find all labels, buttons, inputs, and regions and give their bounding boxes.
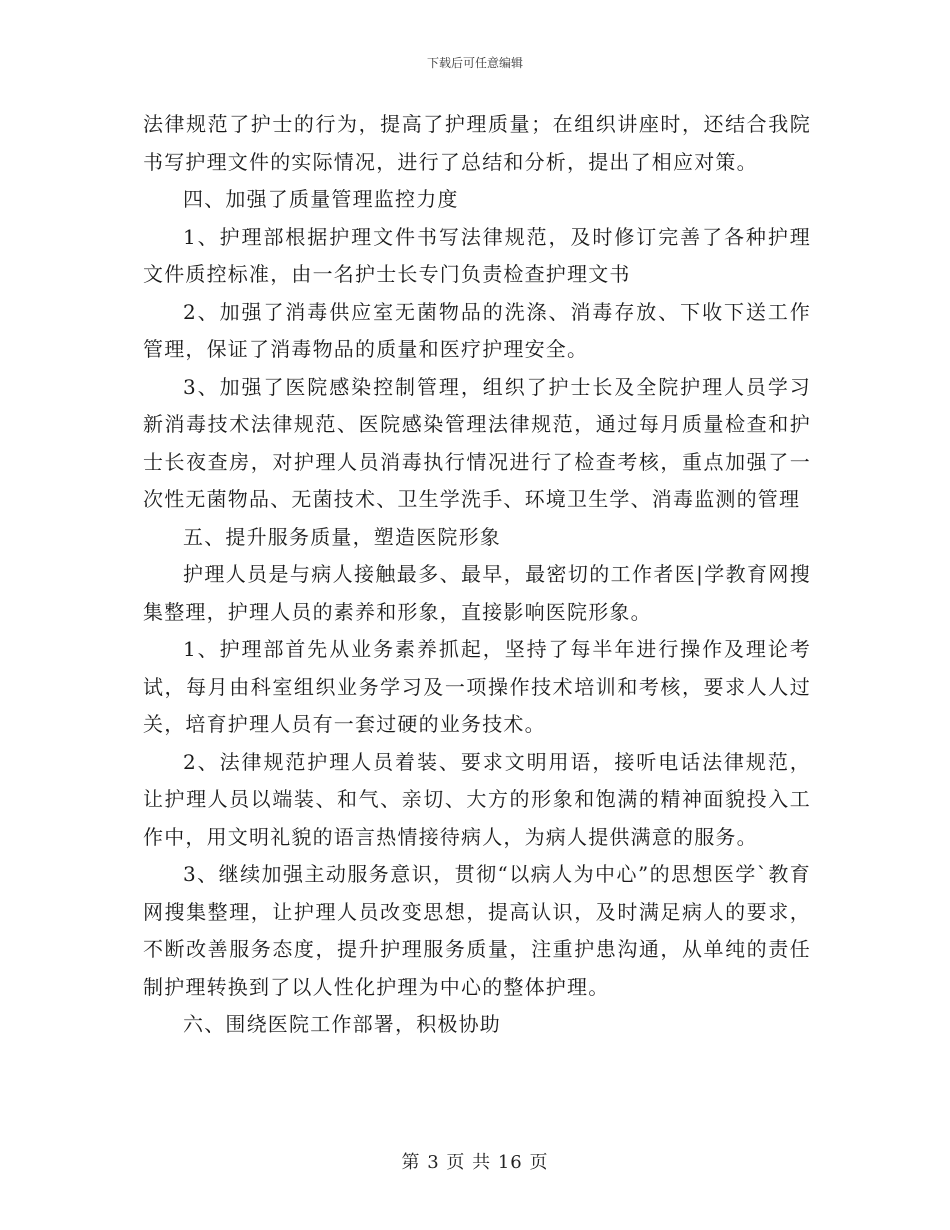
paragraph-5: 护理人员是与病人接触最多、最早，最密切的工作者医|学教育网搜集整理，护理人员的素养和形象，直接影响医院形象。	[143, 562, 811, 624]
paragraph-6: 1、护理部首先从业务素养抓起，坚持了每半年进行操作及理论考试，每月由科室组织业务学习及一项操作技术培训和考核，要求人人过关，培育护理人员有一套过硬的业务技术。	[143, 637, 811, 736]
paragraph-1: 法律规范了护士的行为，提高了护理质量；在组织讲座时，还结合我院书写护理文件的实际情况，进行了总结和分析，提出了相应对策。	[143, 112, 811, 174]
paragraph-7: 2、法律规范护理人员着装、要求文明用语，接听电话法律规范，让护理人员以端装、和气、亲切、大方的形象和饱满的精神面貌投入工作中，用文明礼貌的语言热情接待病人，为病人提供满意的服务。	[143, 749, 811, 849]
section-heading-5: 五、提升服务质量，塑造医院形象	[183, 524, 501, 549]
page-header: 下载后可任意编辑	[426, 56, 523, 70]
paragraph-2: 1、护理部根据护理文件书写法律规范，及时修订完善了各种护理文件质控标准，由一名护士长专门负责检查护理文书	[143, 224, 811, 286]
paragraph-4: 3、加强了医院感染控制管理，组织了护士长及全院护理人员学习新消毒技术法律规范、医院感染管理法律规范，通过每月质量检查和护士长夜查房，对护理人员消毒执行情况进行了检查考核，重点加强了一次性无菌物品、无菌技术、卫生学洗手、环境卫生学、消毒监测的管理	[143, 374, 811, 511]
document-body	[143, 106, 811, 1044]
paragraph-3: 2、加强了消毒供应室无菌物品的洗涤、消毒存放、下收下送工作管理，保证了消毒物品的质量和医疗护理安全。	[143, 299, 811, 361]
page-footer: 第 3 页 共 16 页	[401, 1152, 549, 1173]
paragraph-8: 3、继续加强主动服务意识，贯彻“以病人为中心”的思想医学`教育网搜集整理，让护理人员改变思想，提高认识，及时满足病人的要求，不断改善服务态度，提升护理服务质量，注重护患沟通，从单纯的责任制护理转换到了以人性化护理为中心的整体护理。	[143, 862, 811, 999]
section-heading-4: 四、加强了质量管理监控力度	[183, 187, 459, 211]
section-heading-6: 六、围绕医院工作部署，积极协助	[183, 1012, 501, 1036]
